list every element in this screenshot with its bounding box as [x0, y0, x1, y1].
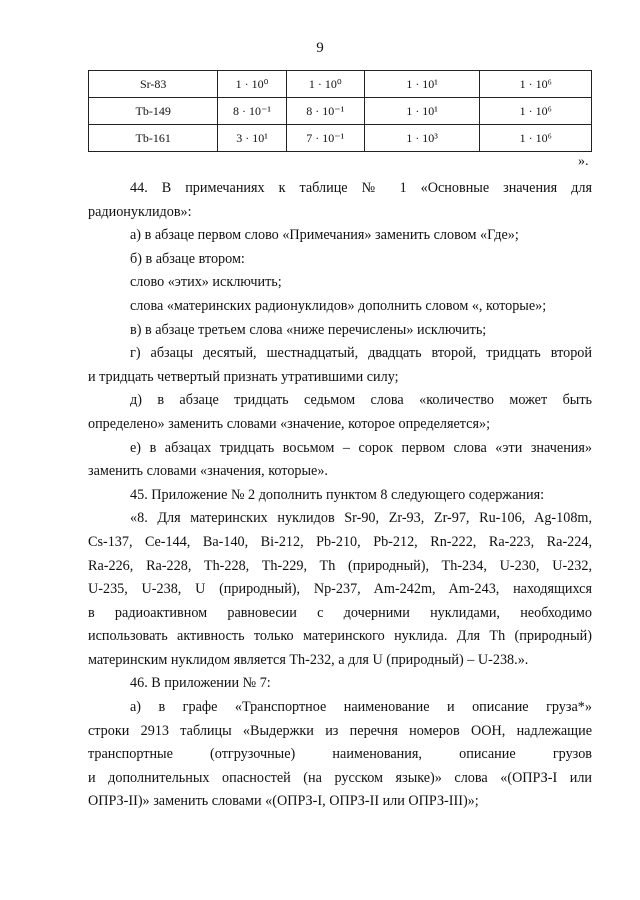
subitem-g-line-2: и тридцать четвертый признать утратившими силу;	[88, 368, 399, 385]
appendix7-a-line-4: и дополнительных опасностей (на русском языке)» слова «(ОПРЗ-I или	[88, 769, 592, 786]
appendix7-a-line-5: ОПРЗ-II)» заменить словами «(ОПРЗ-I, ОПРЗ-II или ОПРЗ-III)»;	[88, 793, 479, 810]
table-cell: 1 · 10³	[364, 125, 480, 152]
quote-line-2: Cs-137, Ce-144, Ba-140, Bi-212, Pb-210, Pb-212, Rn-222, Ra-223, Ra-224,	[88, 533, 592, 550]
subitem-b: б) в абзаце втором:	[130, 250, 245, 267]
table-cell: 8 · 10⁻¹	[286, 98, 364, 125]
table-cell: 1 · 10⁰	[218, 71, 286, 98]
table-cell: 3 · 10¹	[218, 125, 286, 152]
quote-line-6: использовать активность только материнского нуклида. Для Th (природный)	[88, 628, 592, 645]
subitem-g-line-1: г) абзацы десятый, шестнадцатый, двадцать второй, тридцать второй	[130, 345, 592, 362]
paragraph-45: 45. Приложение № 2 дополнить пунктом 8 следующего содержания:	[130, 486, 545, 503]
table-cell: 1 · 10¹	[364, 71, 480, 98]
quote-line-7: материнским нуклидом является Th-232, а для U (природный) – U-238.».	[88, 651, 529, 668]
subitem-d-line-2: определено» заменить словами «значение, которое определяется»;	[88, 415, 491, 432]
table-cell: 1 · 10⁶	[480, 98, 592, 125]
subitem-v: в) в абзаце третьем слова «ниже перечислены» исключить;	[130, 321, 487, 338]
paragraph-46: 46. В приложении № 7:	[130, 675, 271, 692]
document-body	[88, 177, 592, 814]
subitem-b-line-2: слова «материнских радионуклидов» дополнить словом «, которые»;	[130, 297, 547, 314]
paragraph-44-line-1: 44. В примечаниях к таблице № 1 «Основные значения для	[130, 180, 592, 196]
subitem-e-line-1: е) в абзацах тридцать восьмом – сорок первом слова «эти значения»	[130, 439, 592, 456]
appendix7-a-line-3: транспортные (отгрузочные) наименования, описание грузов	[88, 746, 592, 763]
subitem-e-line-2: заменить словами «значения, которые».	[88, 463, 328, 480]
appendix7-a-line-1: а) в графе «Транспортное наименование и описание груза*»	[130, 699, 592, 716]
quote-line-5: в радиоактивном равновесии с дочерними нуклидами, необходимо	[88, 604, 592, 621]
subitem-b-line-1: слово «этих» исключить;	[130, 274, 282, 291]
table-row	[89, 71, 592, 98]
subitem-a: а) в абзаце первом слово «Примечания» заменить словом «Где»;	[130, 227, 519, 244]
table-cell: Tb-161	[89, 125, 218, 152]
appendix7-a-line-2: строки 2913 таблицы «Выдержки из перечня номеров ООН, надлежащие	[88, 722, 592, 739]
table-closing-quote: ».	[578, 154, 589, 169]
table-cell: 7 · 10⁻¹	[286, 125, 364, 152]
table-cell: 1 · 10¹	[364, 98, 480, 125]
table-cell: 1 · 10⁰	[286, 71, 364, 98]
table-cell: Tb-149	[89, 98, 218, 125]
table-cell: 1 · 10⁶	[480, 125, 592, 152]
table-cell: 1 · 10⁶	[480, 71, 592, 98]
page-number: 9	[316, 40, 324, 56]
quote-line-1: «8. Для материнских нуклидов Sr-90, Zr-93, Zr-97, Ru-106, Ag-108m,	[130, 510, 592, 527]
table-cell: Sr-83	[89, 71, 218, 98]
table-cell: 8 · 10⁻¹	[218, 98, 286, 125]
table-row	[89, 98, 592, 125]
quote-line-3: Ra-226, Ra-228, Th-228, Th-229, Th (природный), Th-234, U-230, U-232,	[88, 557, 592, 574]
radionuclide-table	[88, 70, 592, 152]
paragraph-44-line-2: радионуклидов»:	[88, 203, 192, 220]
quote-line-4: U-235, U-238, U (природный), Np-237, Am-242m, Am-243, находящихся	[88, 581, 592, 598]
subitem-d-line-1: д) в абзаце тридцать седьмом слова «количество может быть	[130, 392, 592, 409]
table-row	[89, 125, 592, 152]
